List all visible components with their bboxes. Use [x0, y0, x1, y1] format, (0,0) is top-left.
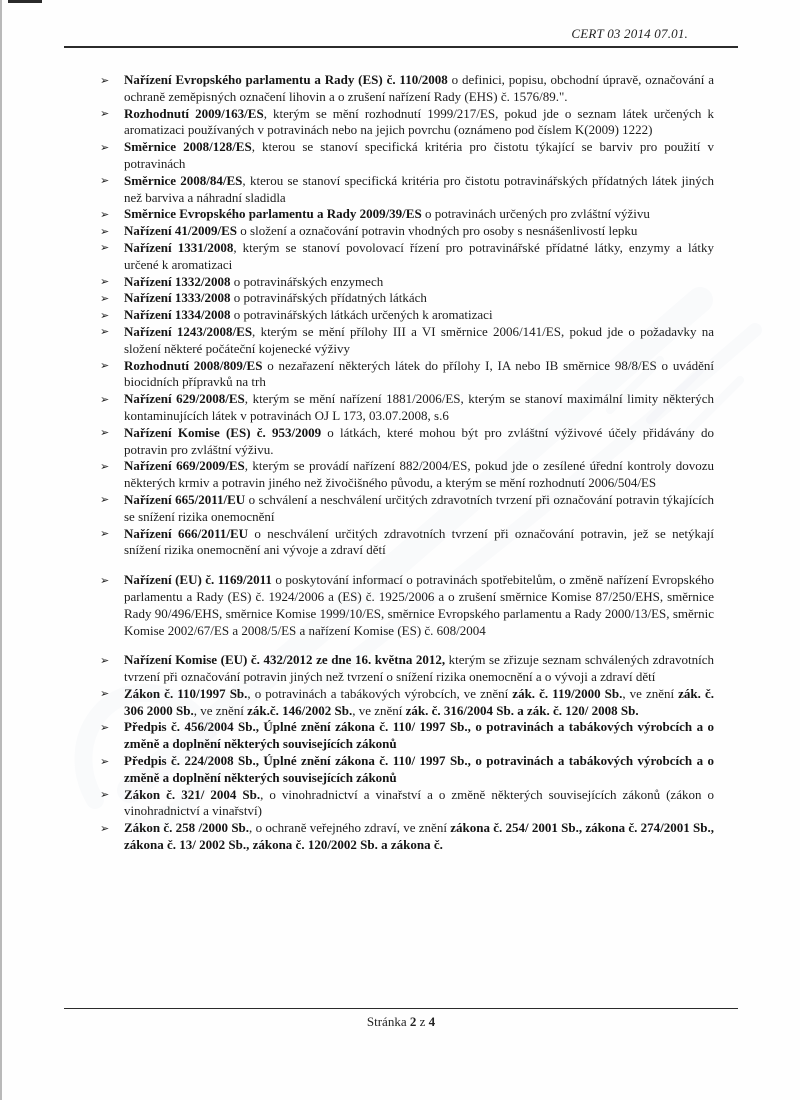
list-item-text: Nařízení Komise (EU) č. 432/2012 ze dne 16. května 2012, kterým se zřizuje seznam schválených zdravotních tvrzení při označování potravin jiných než tvrzení o snížení rizika onemocnění a o vývoji a zdraví dětí [124, 652, 715, 685]
list-item [100, 686, 714, 720]
arrow-bullet-icon: ➢ [100, 107, 110, 121]
document-reference: CERT 03 2014 07.01. [571, 26, 688, 41]
arrow-bullet-icon: ➢ [100, 426, 110, 440]
arrow-bullet-icon: ➢ [100, 275, 110, 289]
list-item [100, 492, 714, 526]
list-item-text: Předpis č. 224/2008 Sb., Úplné znění zákona č. 110/ 1997 Sb., o potravinách a tabákových výrobcích a o změně a doplnění některých souvisejících zákonů [124, 753, 714, 785]
list-item-text: Směrnice 2008/84/ES, kterou se stanoví specifická kritéria pro čistotu potravinářských přídatných látek jiných než barviva a náhradní sladidla [124, 172, 714, 205]
arrow-bullet-icon: ➢ [100, 687, 110, 701]
list-item-text: Nařízení (EU) č. 1169/2011 o poskytování informací o potravinách spotřebitelům, o změně nařízení Evropského parlamentu a Rady (ES) č. 1924/2006 a (ES) č. 1925/2006 a o zrušení směrnice Komise 87/250/EHS, směrnice Rady 90/496/EHS, směrnice Komise 1999/10/ES, směrnice Evropského parlamentu a Rady 2000/13/ES, směrnic Komise 2002/67/ES a 2008/5/ES a nařízení Komise (ES) č. 608/2004 [124, 572, 714, 638]
arrow-bullet-icon: ➢ [100, 308, 110, 322]
page-header [64, 26, 738, 48]
arrow-bullet-icon: ➢ [100, 140, 110, 154]
list-item [100, 106, 714, 140]
list-item [100, 72, 714, 106]
list-item-text: Nařízení 1334/2008 o potravinářských látkách určených k aromatizaci [124, 307, 493, 323]
list-item [100, 652, 714, 686]
list-item [100, 290, 714, 307]
list-item-text: Zákon č. 258 /2000 Sb., o ochraně veřejného zdraví, ve znění zákona č. 254/ 2001 Sb., zákona č. 274/2001 Sb., zákona č. 13/ 2002 Sb., zákona č. 120/2002 Sb. a zákona č. [124, 820, 714, 853]
arrow-bullet-icon: ➢ [100, 459, 110, 473]
arrow-bullet-icon: ➢ [100, 207, 110, 221]
list-item-text: Směrnice Evropského parlamentu a Rady 2009/39/ES o potravinách určených pro zvláštní výživu [124, 206, 650, 222]
list-item-text: Zákon č. 321/ 2004 Sb., o vinohradnictví a vinařství a o změně některých souvisejících zákonů (zákon o vinohradnictví a vinařství) [124, 786, 714, 819]
arrow-bullet-icon: ➢ [100, 720, 110, 734]
list-item [100, 274, 714, 291]
list-item-text: Rozhodnutí 2009/163/ES, kterým se mění rozhodnutí 1999/217/ES, pokud jde o seznam látek určených k aromatizaci používaných v potravinách nebo na jejich povrchu (oznámeno pod číslem K(2009) 1222) [124, 105, 714, 138]
list-item [100, 719, 714, 753]
page-number [64, 1014, 738, 1030]
list-item-text: Nařízení 41/2009/ES o složení a označování potravin vhodných pro osoby s nesnášenlivostí lepku [124, 223, 638, 239]
scan-edge-artifact [0, 0, 2, 1100]
page-separator: z [419, 1014, 426, 1029]
arrow-bullet-icon: ➢ [100, 224, 110, 238]
arrow-bullet-icon: ➢ [100, 73, 110, 87]
arrow-bullet-icon: ➢ [100, 392, 110, 406]
footer-rule [64, 1008, 738, 1009]
list-item-text: Nařízení 1331/2008, kterým se stanoví povolovací řízení pro potravinářské přídatné látky, enzymy a látky určené k aromatizaci [124, 239, 714, 272]
list-item [100, 753, 714, 787]
list-item-text: Nařízení 1243/2008/ES, kterým se mění přílohy III a VI směrnice 2006/141/ES, pokud jde o požadavky na složení některé počáteční kojenecké výživy [124, 323, 714, 356]
list-item [100, 425, 714, 459]
arrow-bullet-icon: ➢ [100, 788, 110, 802]
arrow-bullet-icon: ➢ [100, 174, 110, 188]
list-item [100, 572, 714, 639]
list-item [100, 307, 714, 324]
arrow-bullet-icon: ➢ [100, 359, 110, 373]
list-item-text: Nařízení Evropského parlamentu a Rady (ES) č. 110/2008 o definici, popisu, obchodní úpravě, označování a ochraně zeměpisných označení lihovin a o zrušení nařízení Rady (EHS) č. 1576/89.". [124, 72, 714, 104]
list-item [100, 526, 714, 560]
list-item [100, 787, 714, 821]
list-item-text: Nařízení 1333/2008 o potravinářských přídatných látkách [124, 290, 427, 306]
arrow-bullet-icon: ➢ [100, 653, 110, 667]
list-item [100, 240, 714, 274]
list-item [100, 820, 714, 854]
arrow-bullet-icon: ➢ [100, 493, 110, 507]
page-label: Stránka [366, 1014, 407, 1029]
list-item-text: Rozhodnutí 2008/809/ES o nezařazení některých látek do přílohy I, IA nebo IB směrnice 98/8/ES o uvádění biocidních přípravků na trh [124, 357, 714, 390]
arrow-bullet-icon: ➢ [100, 527, 110, 541]
arrow-bullet-icon: ➢ [100, 754, 110, 768]
list-item [100, 324, 714, 358]
regulation-list [100, 72, 714, 854]
page-footer [64, 1008, 738, 1030]
list-item-text: Zákon č. 110/1997 Sb., o potravinách a tabákových výrobcích, ve znění zák. č. 119/2000 Sb., ve znění zák. č. 306 2000 Sb., ve znění zák.č. 146/2002 Sb., ve znění zák. č. 316/2004 Sb. a zák. č. 120/ 2008 Sb. [124, 685, 714, 718]
list-item-text: Nařízení 629/2008/ES, kterým se mění nařízení 1881/2006/ES, kterým se stanoví maximální limity některých kontaminujících látek v potravinách OJ L 173, 03.07.2008, s.6 [124, 391, 714, 423]
page-total: 4 [428, 1014, 436, 1029]
arrow-bullet-icon: ➢ [100, 291, 110, 305]
list-item-text: Nařízení 666/2011/EU o neschválení určitých zdravotních tvrzení při označování potravin, jež se netýkají snížení rizika onemocnění ani vývoje a zdraví dětí [124, 525, 714, 558]
header-rule [64, 46, 738, 48]
list-item [100, 391, 714, 425]
list-item-text: Nařízení 1332/2008 o potravinářských enzymech [124, 273, 384, 289]
page-current: 2 [409, 1014, 417, 1029]
list-item [100, 206, 714, 223]
arrow-bullet-icon: ➢ [100, 573, 110, 587]
scan-corner-artifact [8, 0, 42, 3]
list-item-text: Směrnice 2008/128/ES, kterou se stanoví specifická kritéria pro čistotu týkající se barviv pro použití v potravinách [124, 139, 714, 171]
list-item [100, 139, 714, 173]
list-item-text: Nařízení 669/2009/ES, kterým se provádí nařízení 882/2004/ES, pokud jde o zesílené úřední kontroly dovozu některých krmiv a potravin jiného než živočišného původu, a kterým se mění rozhodnutí 2006/504/ES [124, 458, 714, 491]
list-item [100, 358, 714, 392]
list-item-text: Předpis č. 456/2004 Sb., Úplné znění zákona č. 110/ 1997 Sb., o potravinách a tabákových výrobcích a o změně a doplnění některých souvisejících zákonů [124, 719, 714, 752]
arrow-bullet-icon: ➢ [100, 325, 110, 339]
list-item [100, 173, 714, 207]
list-item [100, 458, 714, 492]
list-item-text: Nařízení Komise (ES) č. 953/2009 o látkách, které mohou být pro zvláštní výživové účely přidávány do potravin pro zvláštní výživu. [124, 424, 714, 457]
list-item [100, 223, 714, 240]
arrow-bullet-icon: ➢ [100, 241, 110, 255]
list-item-text: Nařízení 665/2011/EU o schválení a neschválení určitých zdravotních tvrzení při označování potravin týkajících se snížení rizika onemocnění [124, 491, 714, 524]
arrow-bullet-icon: ➢ [100, 821, 110, 835]
